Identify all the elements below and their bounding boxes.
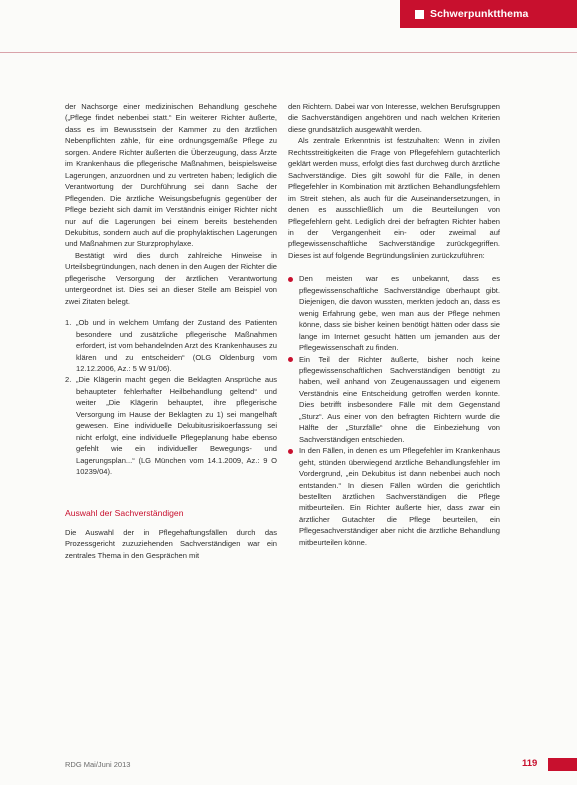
list-item-text: „Die Klägerin macht gegen die Beklagten Ansprüche aus behaupteter fehlerhafter Heilbehandlung geltend“ und weiter „Die Klägerin behauptet, ihre pflegerische Versorgung im Hause der Beklagten zu 1) sei mangelhaft gewesen. Eine individuelle Dekubitusrisikoerfassung sei nicht erfolgt, eine individuelle Pflegeplanung habe ebenso gefehlt wie ein individueller Bewegungs- und Lagerungsplan...“ (LG München vom 14.1.2009, Az.: 9 O 10239/04). [76,375,277,477]
list-item-text: „Ob und in welchem Umfang der Zustand des Patienten besondere und zusätzliche pflegerische Maßnahmen erfordert, ist vom behandelnden Arzt des Krankenhauses zu klären und zu entscheiden“ (OLG Oldenburg vom 12.12.2006, Az.: 5 W 91/06). [76,318,277,373]
list-item [288,354,500,446]
paragraph: den Richtern. Dabei war von Interesse, welchen Berufsgruppen die Sachverständigen angehören und nach welchen Kriterien diese grundsätzlich ausgewählt werden. [288,102,500,134]
left-column [65,101,277,561]
list-item [65,317,277,374]
subheading: Auswahl der Sachverständigen [65,507,184,518]
page-number: 119 [522,758,538,769]
top-rule [0,52,577,53]
square-icon [415,10,424,19]
footer-tab [548,758,577,771]
case-list [65,317,277,477]
paragraph: der Nachsorge einer medizinischen Behandlung geschehe („Pflege findet nebenbei statt.“ Ein weiterer Richter äußerte, dass es im Bewusstsein der Kammer zu den ärztlichen Nebenpflichten zähle, für eine ordnungsgemäße Pflege zu sorgen. Andere Richter äußerten die Überzeugung, dass Ärzte im Krankenhaus die pflegerische Maßnahmen, beispielsweise Lagerungen, anzuordnen und zu vertreten haben; lediglich die Verantwortung der Durchführung sei dann Sache der Pflegenden. Die ärztliche Weisungsbefugnis gegenüber der Pflege bezieht sich damit im Verständnis einiger Richter nicht nur auf die Lagerungen bei einem bereits bestehenden Dekubitus, sondern auch auf die prophylaktischen Lagerungen und Maßnahmen zur Sturzprophylaxe. [65,102,277,249]
list-number: 2. [65,375,72,385]
bullet-icon [288,357,293,362]
right-column [288,101,500,548]
list-item [288,273,500,353]
list-number: 1. [65,318,72,328]
list-item [65,374,277,477]
bullet-list [288,273,500,548]
section-label: Schwerpunktthema [430,8,529,20]
list-item-text: In den Fällen, in denen es um Pflegefehler im Krankenhaus geht, stünden überwiegend ärztliche Behandlungsfehler im Vordergrund, „ein Dekubitus ist dann nebenbei auch noch entstanden.“ In diesen Fällen würden die gerichtlich bestellten ärztlichen Sachverständigen die Pflege mitbeurteilen. Ein Richter äußerte hier, dass zwar ein ärztlicher Gutachter die Pflege beurteilen, ein Pflegesachverständiger aber nicht die ärztliche Behandlung mitbeurteilen könne. [299,446,500,547]
paragraph: Die Auswahl der in Pflegehaftungsfällen durch das Prozessgericht zuzuziehenden Sachverständigen war ein zentrales Thema in den Gesprächen mit [65,527,277,560]
bullet-icon [288,277,293,282]
list-item-text: Ein Teil der Richter äußerte, bisher noch keine pflegewissenschaftlichen Sachverständigen benötigt zu haben, weil anhand von Zeugenaussagen und eigenem Verständnis eine Entscheidung getroffen werden konnte. Dies betrifft insbesondere Fälle mit dem Gegenstand „Sturz“. Aus einer von den befragten Richtern wurde die Hälfte der „Sturzfälle“ ohne die Einbeziehung von Sachverständigen entschieden. [299,354,500,444]
list-item-text: Den meisten war es unbekannt, dass es pflegewissenschaftliche Sachverständige überhaupt gibt. Diejenigen, die davon wussten, merkten jedoch an, dass es wenig Erfahrung gebe, wen man aus der Pflege nehmen könne, dass sie bisher keinen benötigt hätten oder dass sie lange im Internet gesucht hätten um jemanden aus der Pflegewissenschaft zu finden. [299,274,500,353]
section-header-bar [400,0,577,28]
paragraph: Als zentrale Erkenntnis ist festzuhalten: Wenn in zivilen Rechtsstreitigkeiten die Frage von Pflegefehlern gutachterlich geklärt werden muss, erfolgt dies fast durchweg durch ärztliche Sachverständige. Dies gilt sowohl für die Fälle, in denen Pflegefehler in Kombination mit ärztlichen Behandlungsfehlern im Streit stehen, als auch für die Auseinandersetzungen, in denen es ausschließlich um die Beurteilungen von Pflegefehlern geht. Lediglich drei der befragten Richter haben in der Vergangenheit ein- oder zweimal auf pflegewissenschaftliche Sachverständige zurückgegriffen. Dieses ist auf folgende Begründungslinien zurückzuführen: [288,136,500,260]
paragraph: Bestätigt wird dies durch zahlreiche Hinweise in Urteilsbegründungen, nach denen in den Augen der Richter die pflegerische Versorgung der ärztlichen Verantwortung untergeordnet ist. Dies sei an dieser Stelle am Beispiel von zwei Zitaten belegt. [65,250,277,306]
publication-footer: RDG Mai/Juni 2013 [65,760,131,769]
bullet-icon [288,449,293,454]
list-item [288,445,500,548]
